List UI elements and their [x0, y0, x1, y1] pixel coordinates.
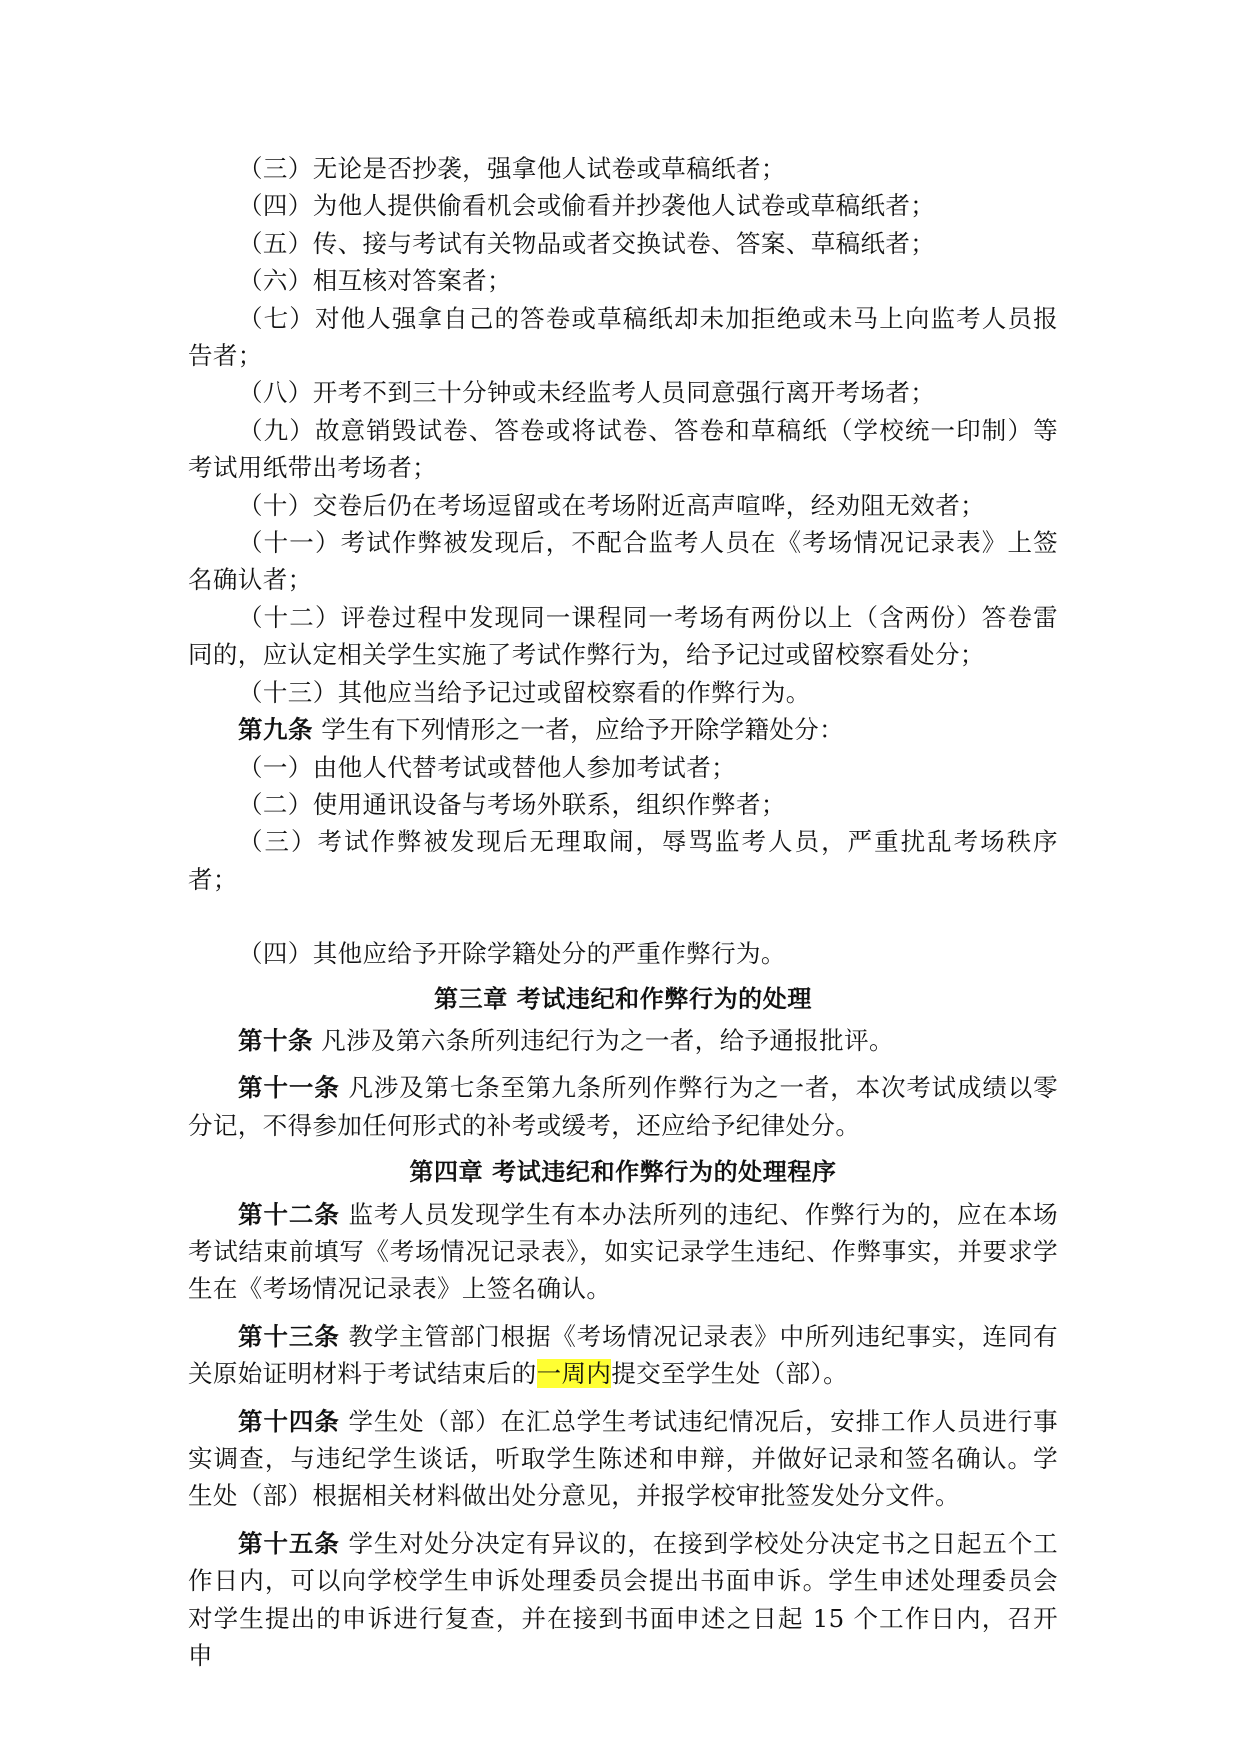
clause-item: （六）相互核对答案者；: [238, 266, 512, 296]
article-label: 第十条: [238, 1025, 313, 1055]
clause-item: （一）由他人代替考试或替他人参加考试者；: [238, 752, 736, 782]
clause-item: （五）传、接与考试有关物品或者交换试卷、答案、草稿纸者；: [238, 228, 936, 258]
article-label: 第十五条: [238, 1528, 340, 1558]
blank-line: [188, 898, 1058, 935]
article-label: 第十三条: [238, 1321, 340, 1351]
article-13: [188, 1318, 1058, 1393]
chapter-heading-4: 第四章 考试违纪和作弊行为的处理程序: [409, 1158, 837, 1187]
clause-item: （十三）其他应当给予记过或留校察看的作弊行为。: [238, 677, 811, 707]
article-10: [188, 1022, 1058, 1059]
clause-item: （三）考试作弊被发现后无理取闹，辱骂监考人员，严重扰乱考场秩序者；: [188, 827, 1058, 894]
article-11: [188, 1069, 1058, 1144]
article-text: 学生有下列情形之一者，应给予开除学籍处分：: [313, 715, 845, 745]
clause-item: （十二）评卷过程中发现同一课程同一考场有两份以上（含两份）答卷雷同的，应认定相关学生实施了考试作弊行为，给予记过或留校察看处分；: [188, 602, 1058, 670]
article-text: 凡涉及第七条至第九条所列作弊行为之一者，本次考试成绩以零分记，不得参加任何形式的补考或缓考，还应给予纪律处分。: [188, 1073, 1058, 1140]
clause-item: （十）交卷后仍在考场逗留或在考场附近高声喧哗，经劝阻无效者；: [238, 490, 985, 520]
clause-item: （二）使用通讯设备与考场外联系，组织作弊者；: [238, 789, 786, 819]
article-12: [188, 1196, 1058, 1308]
clause-item: （九）故意销毁试卷、答卷或将试卷、答卷和草稿纸（学校统一印制）等考试用纸带出考场者；: [188, 415, 1058, 483]
article-label: 第十四条: [238, 1406, 340, 1436]
clause-item: （三）无论是否抄袭，强拿他人试卷或草稿纸者；: [238, 154, 786, 183]
article-text-continued: 提交至学生处（部）。: [611, 1359, 849, 1389]
article-14: [188, 1403, 1058, 1515]
article-label: 第九条: [238, 715, 313, 745]
article-label: 第十一条: [238, 1073, 340, 1103]
article-label: 第十二条: [238, 1199, 340, 1229]
document-page: [188, 150, 1058, 1674]
clause-item: （八）开考不到三十分钟或未经监考人员同意强行离开考场者；: [238, 378, 936, 408]
chapter-heading-3: 第三章 考试违纪和作弊行为的处理: [434, 984, 812, 1013]
article-15: [188, 1525, 1058, 1675]
article-text: 教学主管部门根据《考场情况记录表》中所列违纪事实，连同有关原始证明材料于考试结束后的: [188, 1321, 1058, 1389]
article-text: 学生对处分决定有异议的，在接到学校处分决定书之日起五个工作日内，可以向学校学生申诉处理委员会提出书面申诉。学生申述处理委员会对学生提出的申诉进行复查，并在接到书面申述之日起 15 个工作日内，召开申: [188, 1528, 1058, 1671]
highlighted-text: 一周内: [536, 1359, 612, 1389]
clause-item: （四）为他人提供偷看机会或偷看并抄袭他人试卷或草稿纸者；: [238, 191, 936, 221]
article-text: 凡涉及第六条所列违纪行为之一者，给予通报批评。: [313, 1025, 894, 1055]
clause-item: （十一）考试作弊被发现后，不配合监考人员在《考场情况记录表》上签名确认者；: [188, 528, 1058, 595]
clause-item: （四）其他应给予开除学籍处分的严重作弊行为。: [238, 939, 786, 969]
article-text: 监考人员发现学生有本办法所列的违纪、作弊行为的，应在本场考试结束前填写《考场情况记录表》，如实记录学生违纪、作弊事实，并要求学生在《考场情况记录表》上签名确认。: [188, 1199, 1058, 1304]
article-9: [188, 711, 1058, 748]
clause-item: （七）对他人强拿自己的答卷或草稿纸却未加拒绝或未马上向监考人员报告者；: [188, 303, 1058, 371]
article-text: 学生处（部）在汇总学生考试违纪情况后，安排工作人员进行事实调查，与违纪学生谈话，听取学生陈述和申辩，并做好记录和签名确认。学生处（部）根据相关材料做出处分意见，并报学校审批签发处分文件。: [188, 1406, 1058, 1511]
